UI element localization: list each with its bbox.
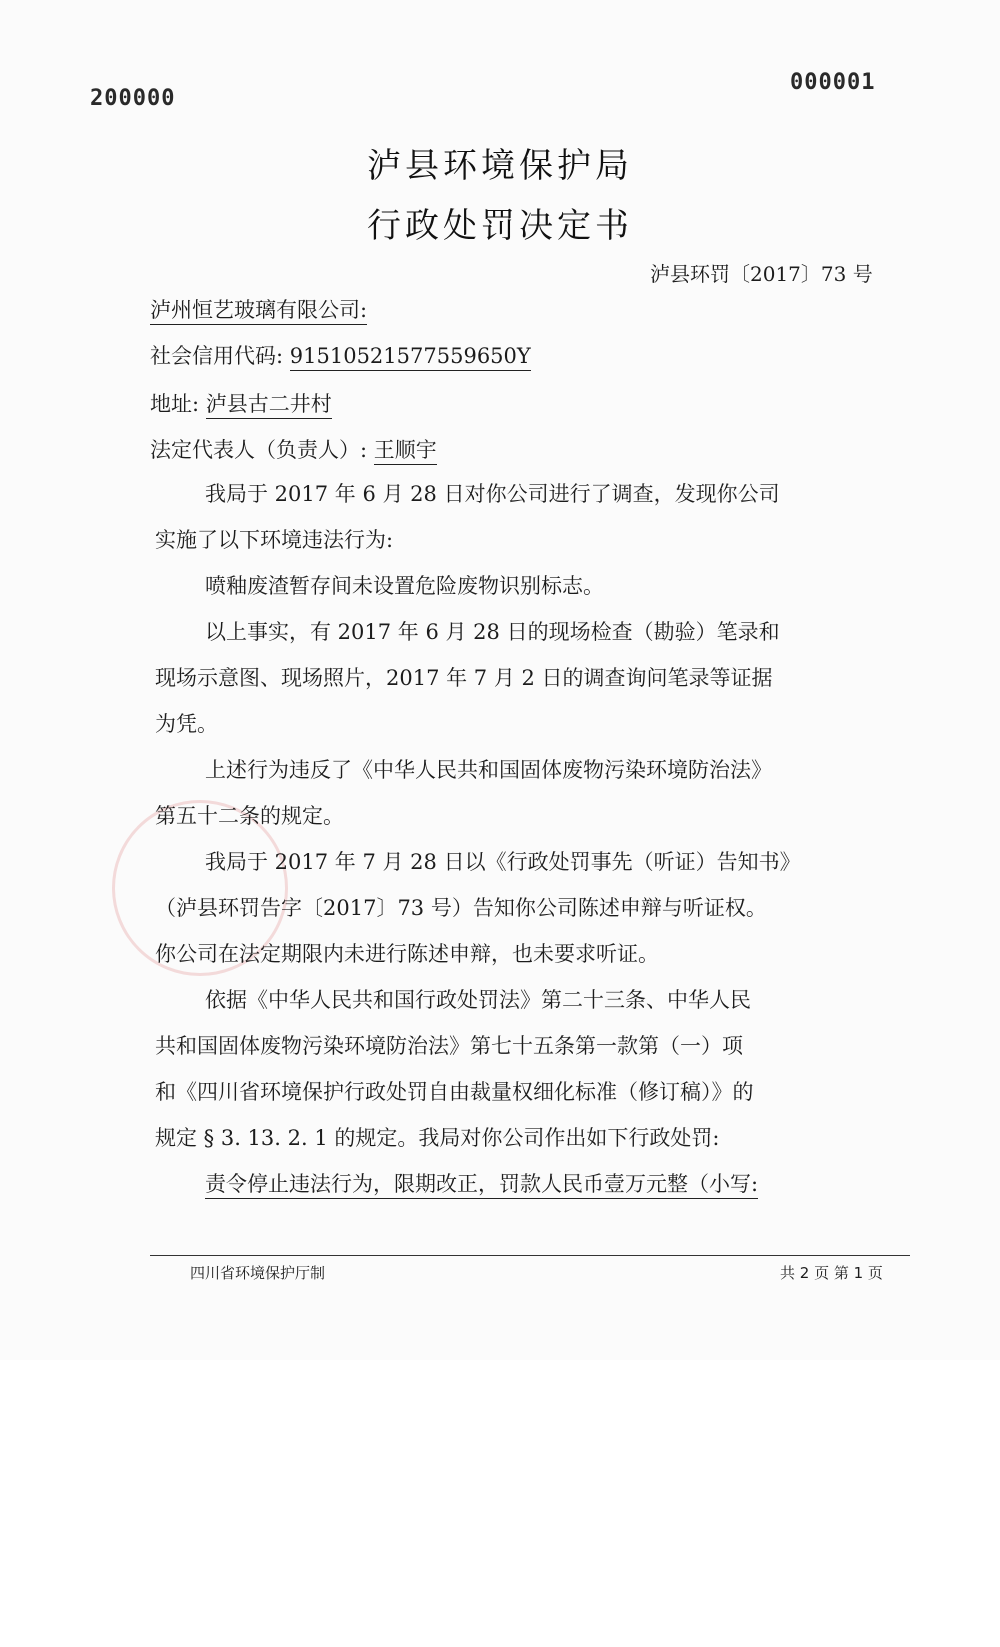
credit-code-value: 91510521577559650Y — [290, 344, 531, 371]
body-line: 我局于 2017 年 6 月 28 日对你公司进行了调查，发现你公司 — [205, 482, 780, 506]
company-name: 泸州恒艺玻璃有限公司: — [150, 300, 367, 321]
footer-issuer: 四川省环境保护厅制 — [190, 1264, 326, 1282]
issuer-title: 泸县环境保护局 — [367, 146, 633, 186]
credit-code-row — [150, 346, 531, 367]
legal-rep-label: 法定代表人（负责人）: — [150, 438, 368, 462]
legal-rep-name: 王顺宇 — [374, 438, 437, 465]
body-line: 现场示意图、现场照片，2017 年 7 月 2 日的调查询问笔录等证据 — [155, 666, 773, 690]
address-label: 地址: — [150, 392, 200, 416]
document-number: 泸县环罚〔2017〕73 号 — [650, 262, 873, 286]
legal-rep-row — [150, 440, 437, 461]
body-line: 规定 § 3. 13. 2. 1 的规定。我局对你公司作出如下行政处罚: — [155, 1126, 720, 1150]
footer-rule — [150, 1255, 910, 1256]
body-line: 上述行为违反了《中华人民共和国固体废物污染环境防治法》 — [205, 758, 772, 782]
credit-code-label: 社会信用代码: — [150, 344, 284, 368]
body-line: 我局于 2017 年 7 月 28 日以《行政处罚事先（听证）告知书》 — [205, 850, 801, 874]
body-line: 第五十二条的规定。 — [155, 804, 344, 828]
body-line: 依据《中华人民共和国行政处罚法》第二十三条、中华人民 — [205, 988, 751, 1012]
penalty-line: 责令停止违法行为，限期改正，罚款人民币壹万元整（小写: — [205, 1174, 758, 1195]
body-line: （泸县环罚告字〔2017〕73 号）告知你公司陈述申辩与听证权。 — [155, 896, 767, 920]
document-title: 行政处罚决定书 — [367, 206, 633, 246]
address-value: 泸县古二井村 — [206, 392, 332, 419]
body-line: 实施了以下环境违法行为: — [155, 528, 394, 552]
body-line: 你公司在法定期限内未进行陈述申辩，也未要求听证。 — [155, 942, 659, 966]
serial-stamp-right: 000001 — [790, 70, 876, 95]
body-line: 为凭。 — [155, 712, 218, 736]
body-line: 以上事实，有 2017 年 6 月 28 日的现场检查（勘验）笔录和 — [205, 620, 780, 644]
body-line: 喷釉废渣暂存间未设置危险废物识别标志。 — [205, 574, 604, 598]
body-line: 和《四川省环境保护行政处罚自由裁量权细化标准（修订稿）》的 — [155, 1080, 754, 1104]
serial-stamp-left: 200000 — [90, 86, 176, 111]
footer-page-info: 共 2 页 第 1 页 — [780, 1264, 883, 1282]
body-line: 共和国固体废物污染环境防治法》第七十五条第一款第（一）项 — [155, 1034, 743, 1058]
address-row — [150, 394, 332, 415]
